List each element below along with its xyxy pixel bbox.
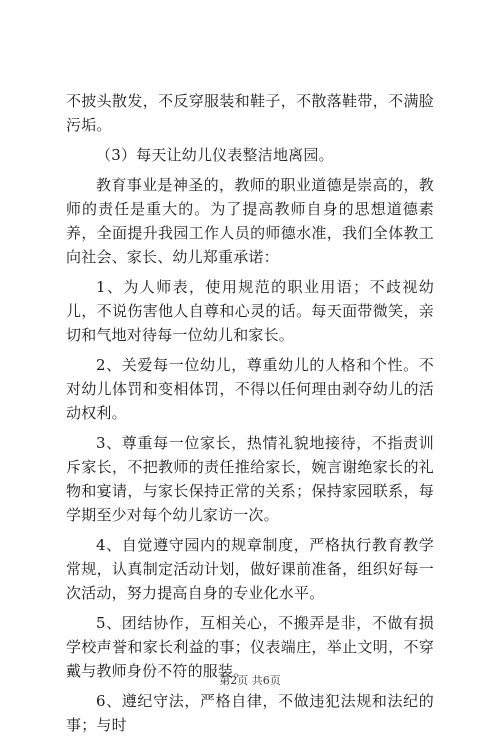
paragraph-pledge-3: 3、尊重每一位家长，热情礼貌地接待，不指责训斥家长，不把教师的责任推给家长，婉言谢绝家长的礼物和宴请，与家长保持正常的关系；保持家园联系，每学期至少对每个幼儿家访一次。	[66, 434, 434, 524]
paragraph-pledge-2: 2、关爱每一位幼儿，尊重幼儿的人格和个性。不对幼儿体罚和变相体罚，不得以任何理由剥夺幼儿的活动权利。	[66, 356, 434, 422]
paragraph-intro: 教育事业是神圣的，教师的职业道德是崇高的，教师的责任是重大的。为了提高教师自身的思想道德素养，全面提升我园工作人员的师德水准，我们全体教工向社会、家长、幼儿郑重承诺：	[66, 176, 434, 266]
page-footer: 第2页 共6页	[219, 674, 281, 687]
paragraph-pledge-6: 6、遵纪守法，严格自律，不做违犯法规和法纪的事；与时	[66, 692, 434, 734]
document-body	[66, 89, 434, 743]
paragraph-pledge-5: 5、团结协作，互相关心，不搬弄是非，不做有损学校声誉和家长利益的事；仪表端庄，举止文明，不穿戴与教师身份不符的服装。	[66, 614, 434, 680]
paragraph-pledge-4: 4、自觉遵守园内的规章制度，严格执行教育教学常规，认真制定活动计划，做好课前准备，组织好每一次活动，努力提高自身的专业化水平。	[66, 536, 434, 602]
paragraph-continuation: 不披头散发，不反穿服装和鞋子，不散落鞋带，不满脸污垢。	[66, 92, 434, 134]
paragraph-item-3: （3）每天让幼儿仪表整洁地离园。	[96, 146, 334, 164]
paragraph-pledge-1: 1、为人师表，使用规范的职业用语；不歧视幼儿，不说伤害他人自尊和心灵的话。每天面带微笑，亲切和气地对待每一位幼儿和家长。	[66, 278, 434, 344]
